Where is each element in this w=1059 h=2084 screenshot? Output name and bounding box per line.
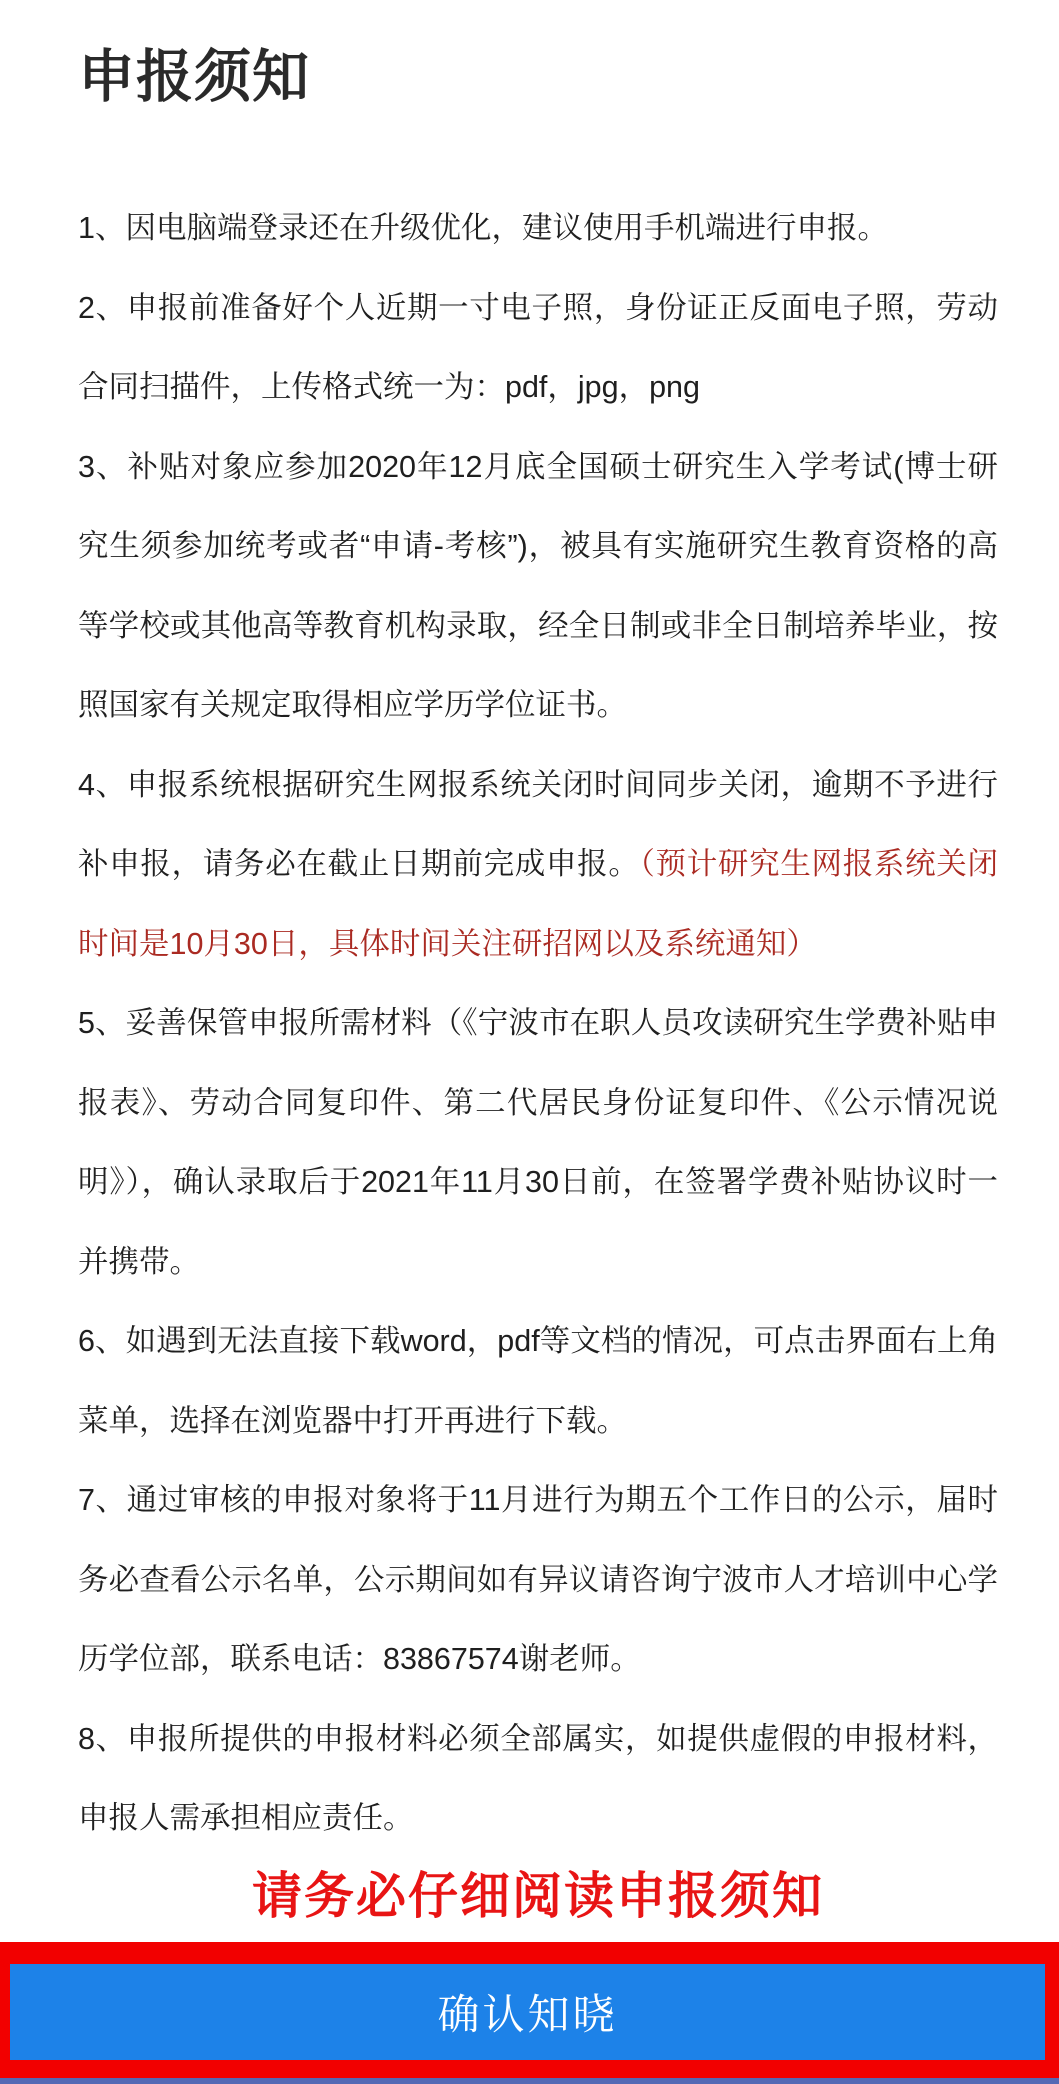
- notice-list: [78, 189, 998, 1859]
- notice-item-2: [78, 269, 998, 428]
- item-text: 1、因电脑端登录还在升级优化，建议使用手机端进行申报。: [78, 211, 888, 245]
- notice-item-8: [78, 1700, 998, 1859]
- item-text: 3、补贴对象应参加2020年12月底全国硕士研究生入学考试(博士研究生须参加统考或者“申请-考核”)，被具有实施研究生教育资格的高等学校或其他高等教育机构录取，经全日制或非全日制培养毕业，按照国家有关规定取得相应学历学位证书。: [78, 449, 998, 722]
- confirm-button-frame: [0, 1942, 1059, 2078]
- notice-item-1: [78, 189, 998, 269]
- item-text: 5、妥善保管申报所需材料（《宁波市在职人员攻读研究生学费补贴申报表》、劳动合同复印件、第二代居民身份证复印件、《公示情况说明》），确认录取后于2021年11月30日前，在签署学费补贴协议时一并携带。: [78, 1006, 998, 1279]
- notice-item-3: [78, 428, 998, 746]
- item-red-note: （预计研究生网报系统关闭时间是10月30日，具体时间关注研招网以及系统通知）: [78, 847, 999, 961]
- bottom-strip: [0, 2078, 1059, 2084]
- notice-item-4: [78, 746, 998, 985]
- item-text: 8、申报所提供的申报材料必须全部属实，如提供虚假的申报材料，申报人需承担相应责任。: [78, 1721, 998, 1835]
- notice-item-7: [78, 1461, 998, 1700]
- page-title: 申报须知: [78, 45, 310, 109]
- notice-item-5: [78, 984, 998, 1302]
- warning-text: 请务必仔细阅读申报须知: [252, 1867, 824, 1924]
- notice-item-6: [78, 1302, 998, 1461]
- confirm-button[interactable]: 确认知晓: [10, 1964, 1045, 2060]
- item-text: 2、申报前准备好个人近期一寸电子照，身份证正反面电子照，劳动合同扫描件，上传格式统一为：pdf，jpg，png: [78, 290, 998, 404]
- item-text: 6、如遇到无法直接下载word，pdf等文档的情况，可点击界面右上角菜单，选择在浏览器中打开再进行下载。: [78, 1324, 998, 1438]
- item-text: 4、申报系统根据研究生网报系统关闭时间同步关闭，逾期不予进行补申报，请务必在截止日期前完成申报。: [78, 767, 998, 881]
- item-text: 7、通过审核的申报对象将于11月进行为期五个工作日的公示，届时务必查看公示名单，公示期间如有异议请咨询宁波市人才培训中心学历学位部，联系电话：83867574谢老师。: [78, 1483, 998, 1676]
